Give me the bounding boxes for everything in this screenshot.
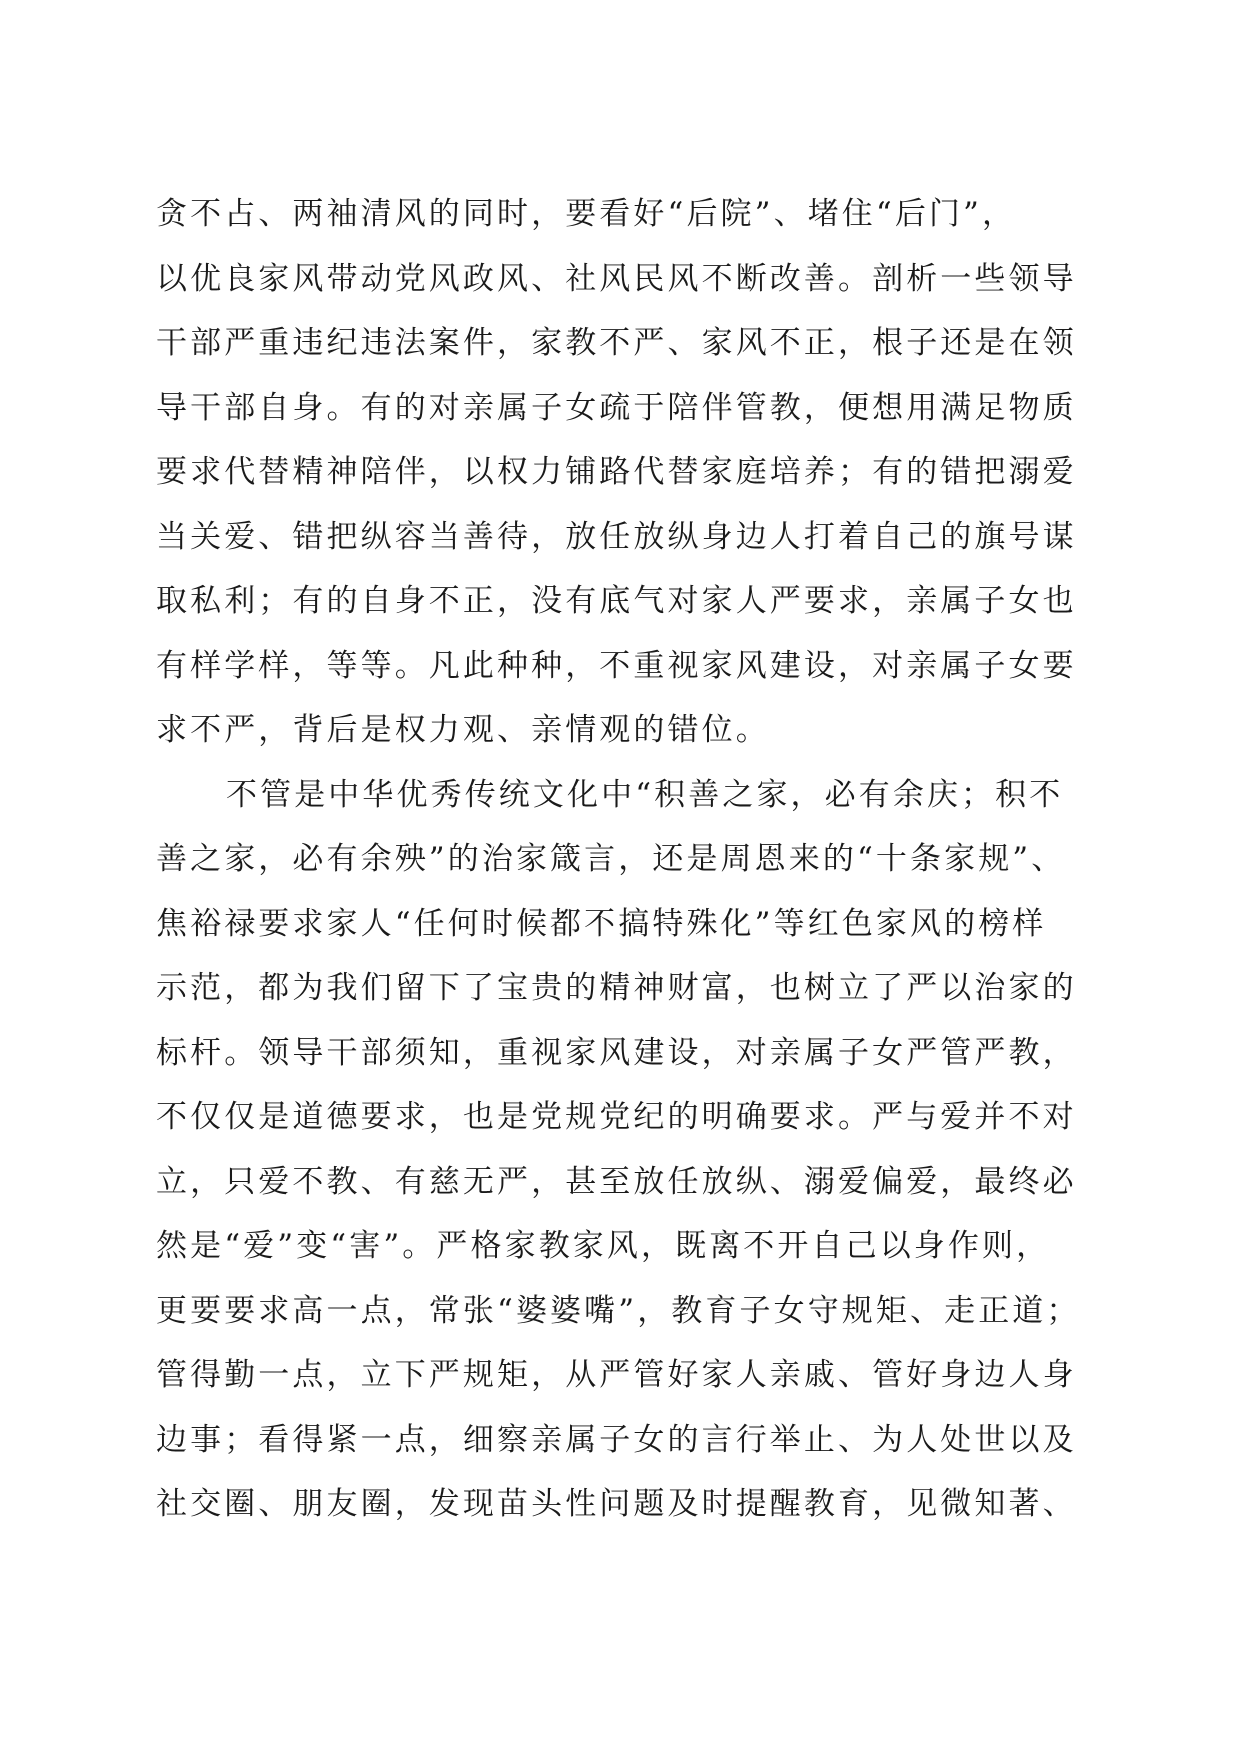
text-line: 社交圈、朋友圈，发现苗头性问题及时提醒教育，见微知著、 xyxy=(156,1486,1077,1522)
text-line: 要求代替精神陪伴，以权力铺路代替家庭培养；有的错把溺爱 xyxy=(156,454,1077,490)
text-line: 有样学样，等等。凡此种种，不重视家风建设，对亲属子女要 xyxy=(156,647,1077,684)
text-line: 边事；看得紧一点，细察亲属子女的言行举止、为人处世以及 xyxy=(156,1421,1077,1458)
text-line: 干部严重违纪违法案件，家教不严、家风不正，根子还是在领 xyxy=(156,325,1077,361)
text-line: 示范，都为我们留下了宝贵的精神财富，也树立了严以治家的 xyxy=(156,970,1077,1006)
text-line: 贪不占、两袖清风的同时，要看好“后院”、堵住“后门”， xyxy=(156,196,1017,232)
text-line: 导干部自身。有的对亲属子女疏于陪伴管教，便想用满足物质 xyxy=(156,389,1077,426)
text-line: 不仅仅是道德要求，也是党规党纪的明确要求。严与爱并不对 xyxy=(156,1099,1077,1135)
text-line: 取私利；有的自身不正，没有底气对家人严要求，亲属子女也 xyxy=(156,583,1077,619)
text-line: 善之家，必有余殃”的治家箴言，还是周恩来的“十条家规”、 xyxy=(156,841,1066,877)
paragraph-start-line: 不管是中华优秀传统文化中“积善之家，必有余庆；积不 xyxy=(226,776,1064,813)
text-line: 更要要求高一点，常张“婆婆嘴”，教育子女守规矩、走正道； xyxy=(156,1292,1081,1329)
body-text xyxy=(156,182,1096,1537)
text-line: 立，只爱不教、有慈无严，甚至放任放纵、溺爱偏爱，最终必 xyxy=(156,1163,1077,1200)
text-line: 求不严，背后是权力观、亲情观的错位。 xyxy=(156,712,770,748)
text-line: 标杆。领导干部须知，重视家风建设，对亲属子女严管严教， xyxy=(156,1034,1077,1071)
text-line: 当关爱、错把纵容当善待，放任放纵身边人打着自己的旗号谋 xyxy=(156,518,1077,555)
text-line: 以优良家风带动党风政风、社风民风不断改善。剖析一些领导 xyxy=(156,260,1077,297)
text-line: 焦裕禄要求家人“任何时候都不搞特殊化”等红色家风的榜样 xyxy=(156,905,1047,942)
text-line: 管得勤一点，立下严规矩，从严管好家人亲戚、管好身边人身 xyxy=(156,1357,1077,1393)
text-line: 然是“爱”变“害”。严格家教家风，既离不开自己以身作则， xyxy=(156,1228,1051,1264)
